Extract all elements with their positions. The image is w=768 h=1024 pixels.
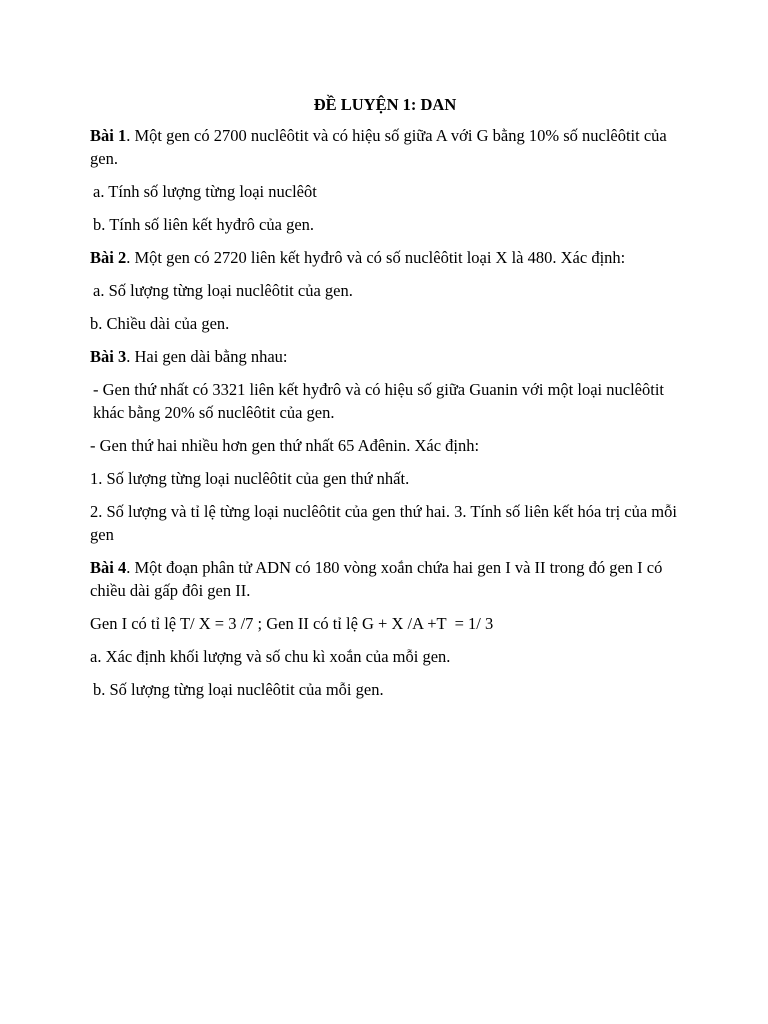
bai2-question-a: a. Số lượng từng loại nuclêôtit của gen. <box>93 281 353 300</box>
bai3-label: Bài 3 <box>90 347 127 366</box>
bai3-gene2: - Gen thứ hai nhiều hơn gen thứ nhất 65 Ađênin. Xác định: <box>90 436 480 455</box>
bai1-label: Bài 1 <box>90 126 127 145</box>
bai4-ratio: Gen I có tỉ lệ T/ X = 3 /7 ; Gen II có tỉ lệ G + X /A +T = 1/ 3 <box>90 614 494 633</box>
bai1-statement <box>90 124 680 170</box>
bai3-text: . Hai gen dài bằng nhau: <box>126 347 288 366</box>
bai1-text: . Một gen có 2700 nuclêôtit và có hiệu số giữa A với G bằng 10% số nuclêôtit của gen. <box>90 126 667 168</box>
bai3-statement <box>90 345 680 368</box>
bai4-label: Bài 4 <box>90 558 127 577</box>
bai4-question-b: b. Số lượng từng loại nuclêôtit của mỗi gen. <box>93 680 384 699</box>
bai3-gene1: - Gen thứ nhất có 3321 liên kết hyđrô và có hiệu số giữa Guanin với một loại nuclêôtit khác bằng 20% số nuclêôtit của gen. <box>93 380 664 422</box>
bai4-text: . Một đoạn phân tử ADN có 180 vòng xoắn chứa hai gen I và II trong đó gen I có chiều dài gấp đôi gen II. <box>90 558 663 600</box>
document-content <box>90 93 680 711</box>
bai2-statement <box>90 246 680 269</box>
bai4-statement <box>90 556 680 602</box>
bai2-label: Bài 2 <box>90 248 127 267</box>
bai2-text: . Một gen có 2720 liên kết hyđrô và có số nuclêôtit loại X là 480. Xác định: <box>126 248 626 267</box>
bai1-question-b: b. Tính số liên kết hyđrô của gen. <box>93 215 315 234</box>
bai3-question-2-3: 2. Số lượng và tỉ lệ từng loại nuclêôtit của gen thứ hai. 3. Tính số liên kết hóa trị của mỗi gen <box>90 502 677 544</box>
document-title: ĐỀ LUYỆN 1: DAN <box>313 95 457 114</box>
bai1-question-a: a. Tính số lượng từng loại nuclêôt <box>93 182 317 201</box>
bai2-question-b: b. Chiều dài của gen. <box>90 314 230 333</box>
bai4-question-a: a. Xác định khối lượng và số chu kì xoắn của mỗi gen. <box>90 647 451 666</box>
bai3-question-1: 1. Số lượng từng loại nuclêôtit của gen thứ nhất. <box>90 469 410 488</box>
